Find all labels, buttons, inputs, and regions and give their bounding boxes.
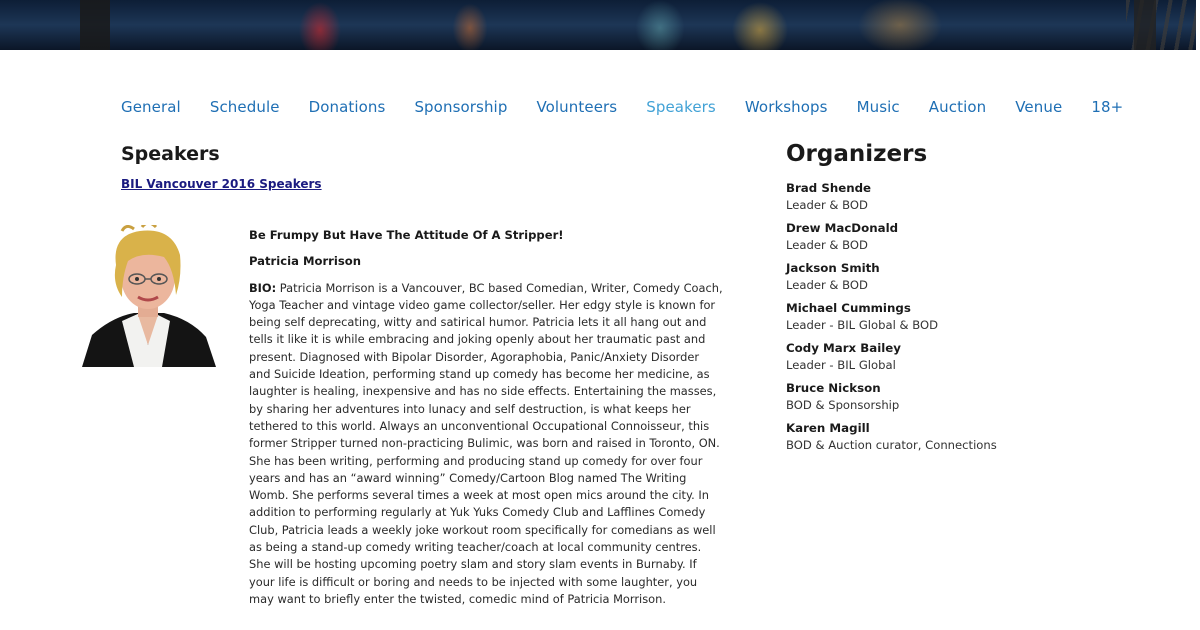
organizer-name: Brad Shende <box>786 181 872 195</box>
organizer-role: Leader & BOD <box>786 278 868 292</box>
organizer-role: Leader & BOD <box>786 238 868 252</box>
organizer-name: Jackson Smith <box>786 261 880 275</box>
organizer-item <box>786 300 1116 334</box>
organizer-role: Leader - BIL Global & BOD <box>786 318 939 332</box>
organizer-role: BOD & Sponsorship <box>786 398 900 412</box>
talk-title: Be Frumpy But Have The Attitude Of A Stripper! <box>249 228 564 242</box>
organizer-item <box>786 380 1116 414</box>
organizer-item <box>786 180 1116 214</box>
nav-general[interactable]: General <box>121 98 181 116</box>
organizer-item <box>786 340 1116 374</box>
nav-speakers[interactable]: Speakers <box>646 98 716 116</box>
organizer-item <box>786 420 1116 454</box>
nav-music[interactable]: Music <box>856 98 900 116</box>
organizer-name: Michael Cummings <box>786 301 911 315</box>
banner-pier-right <box>1134 0 1156 50</box>
speaker-bio <box>249 280 724 609</box>
nav-donations[interactable]: Donations <box>308 98 386 116</box>
organizer-role: BOD & Auction curator, Connections <box>786 438 997 452</box>
speaker-entry <box>249 227 724 608</box>
speaker-photo <box>82 225 216 367</box>
organizer-item <box>786 220 1116 254</box>
organizer-name: Drew MacDonald <box>786 221 899 235</box>
organizers-panel <box>786 141 1116 460</box>
nav-auction[interactable]: Auction <box>928 98 987 116</box>
nav-volunteers[interactable]: Volunteers <box>536 98 618 116</box>
banner-pier-left <box>80 0 110 50</box>
nav-venue[interactable]: Venue <box>1015 98 1063 116</box>
organizer-role: Leader - BIL Global <box>786 358 896 372</box>
organizer-role: Leader & BOD <box>786 198 868 212</box>
bio-label: BIO: <box>249 280 277 295</box>
nav-schedule[interactable]: Schedule <box>209 98 280 116</box>
main-nav <box>121 98 1123 116</box>
organizers-heading: Organizers <box>786 141 928 167</box>
speaker-name: Patricia Morrison <box>249 254 361 269</box>
organizer-name: Bruce Nickson <box>786 381 881 395</box>
nav-workshops[interactable]: Workshops <box>744 98 828 116</box>
organizer-name: Karen Magill <box>786 421 870 435</box>
organizer-item <box>786 260 1116 294</box>
header-banner-image <box>0 0 1196 50</box>
page-title: Speakers <box>121 143 220 165</box>
organizer-name: Cody Marx Bailey <box>786 341 901 355</box>
nav-sponsorship[interactable]: Sponsorship <box>414 98 508 116</box>
nav-18-plus[interactable]: 18+ <box>1091 98 1124 116</box>
bio-text: Patricia Morrison is a Vancouver, BC based Comedian, Writer, Comedy Coach, Yoga Teacher and vintage video game collector/seller. Her edgy style is known for being self deprecating, witty and satirical humor. Patricia lets it all hang out and tells it like it is while embracing and joking openly about her traumatic past and present. Diagnosed with Bipolar Disorder, Agoraphobia, Panic/Anxiety Disorder and Suicide Ideation, performing stand up comedy has become her medicine, as laughter is healing, inexpensive and has no side effects. Entertaining the masses, by sharing her adventures into lunacy and self destruction, is what keeps her tethered to this world. Always an unconventional Occupational Connoisseur, this former Stripper turned non-practicing Bulimic, was born and raised in Toronto, ON. She has been writing, performing and producing stand up comedy for over four years and has an “award winning” Comedy/Cartoon Blog named The Writing Womb. She performs several times a week at most open mics around the city. In addition to performing regularly at Yuk Yuks Comedy Club and Lafflines Comedy Club, Patricia leads a weekly joke workout room specifically for comedians as well as being a stand-up comedy writing teacher/coach at local community centres. She will be hosting upcoming poetry slam and story slam events in Burnaby. If your life is difficult or boring and needs to be injected with some laughter, you may want to briefly enter the twisted, comedic mind of Patricia Morrison. <box>249 280 723 606</box>
speakers-2016-link[interactable]: BIL Vancouver 2016 Speakers <box>121 177 322 191</box>
